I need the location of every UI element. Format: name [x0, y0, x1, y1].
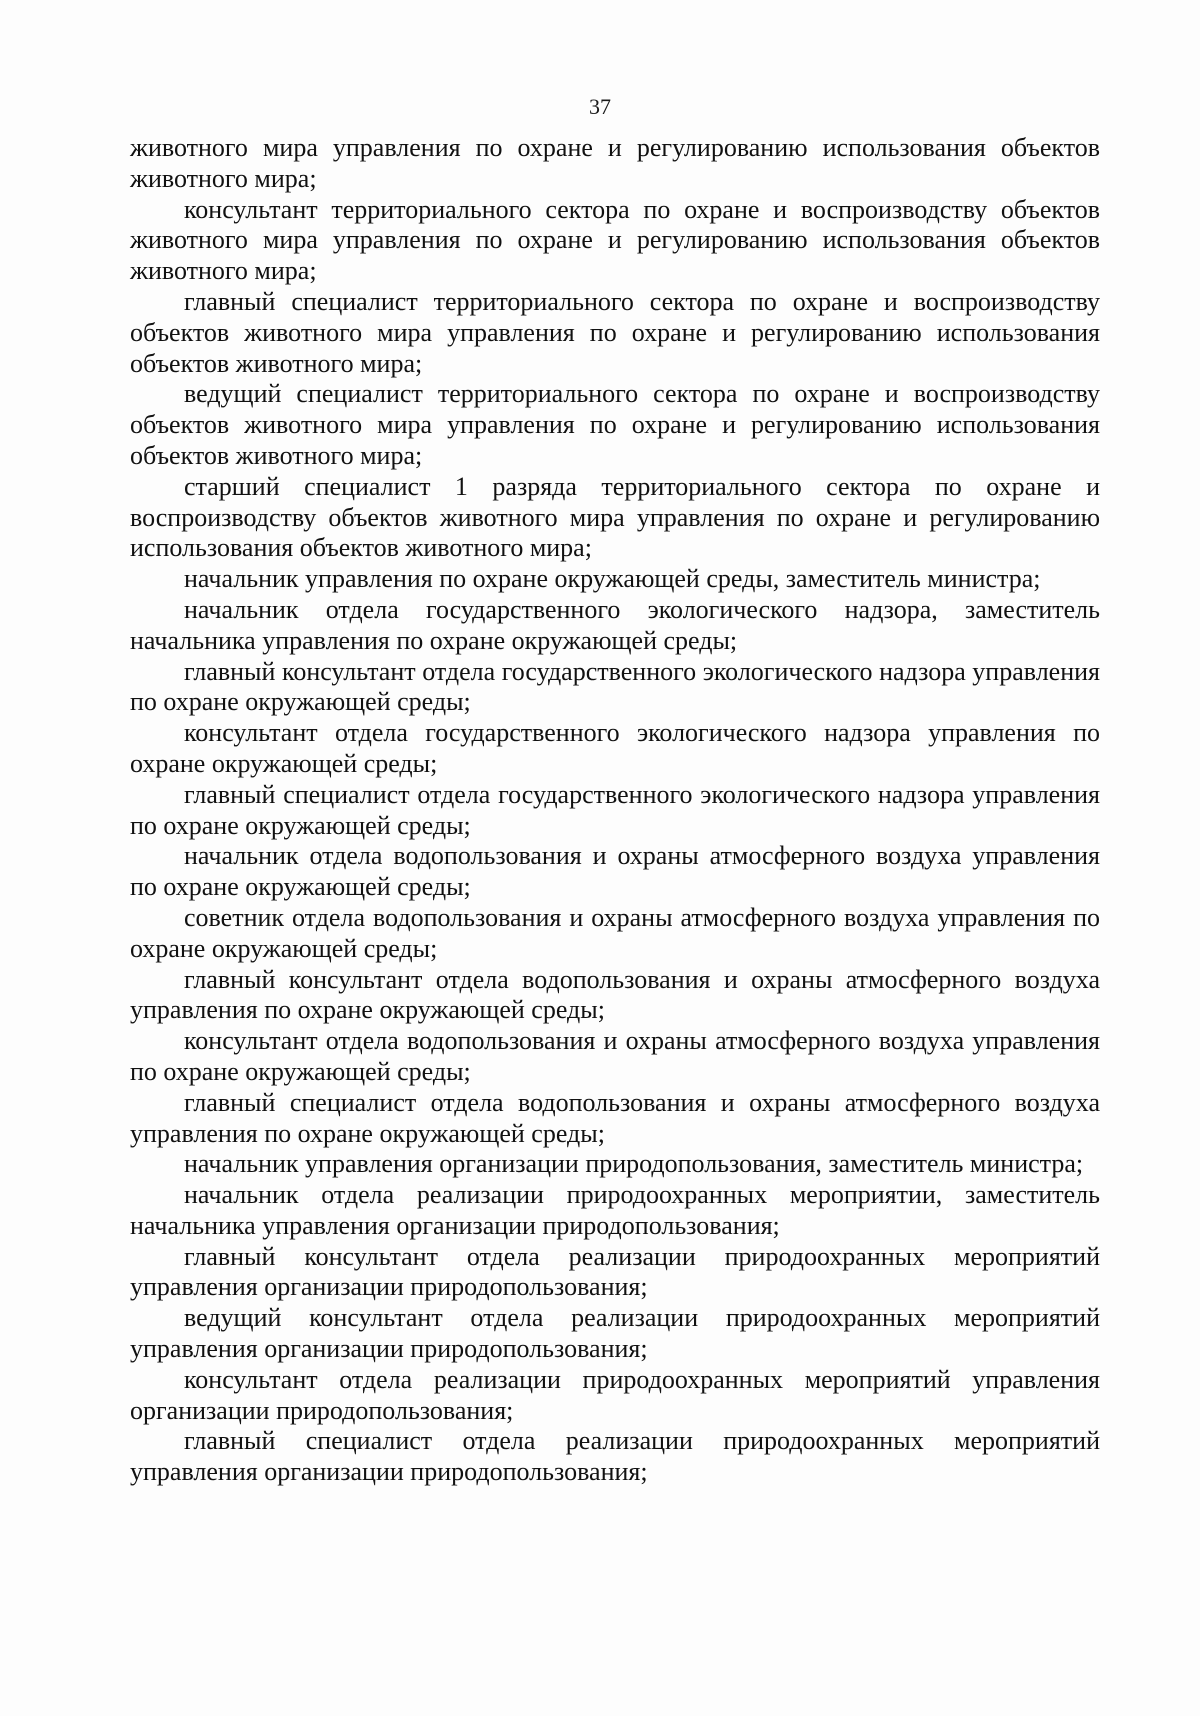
paragraph: главный специалист территориального сектора по охране и воспроизводству объектов животного мира управления по охране и регулированию использования объектов животного мира;	[130, 286, 1100, 378]
paragraph: главный специалист отдела водопользования и охраны атмосферного воздуха управления по охране окружающей среды;	[130, 1087, 1100, 1148]
paragraph: консультант отдела реализации природоохранных мероприятий управления организации природопользования;	[130, 1364, 1100, 1425]
paragraph: главный консультант отдела реализации природоохранных мероприятий управления организации природопользования;	[130, 1241, 1100, 1302]
paragraph: консультант отдела водопользования и охраны атмосферного воздуха управления по охране окружающей среды;	[130, 1026, 1100, 1086]
document-body	[130, 133, 1100, 1488]
paragraph: ведущий консультант отдела реализации природоохранных мероприятий управления организации природопользования;	[130, 1303, 1100, 1364]
paragraph: главный специалист отдела реализации природоохранных мероприятий управления организации природопользования;	[130, 1426, 1100, 1487]
paragraph: советник отдела водопользования и охраны атмосферного воздуха управления по охране окружающей среды;	[130, 902, 1100, 963]
page-number: 37	[589, 94, 611, 119]
paragraph: главный специалист отдела государственного экологического надзора управления по охране окружающей среды;	[130, 779, 1100, 840]
paragraph: начальник управления по охране окружающей среды, заместитель министра;	[184, 564, 1041, 594]
paragraph: начальник отдела государственного экологического надзора, заместитель начальника управления по охране окружающей среды;	[130, 594, 1100, 655]
paragraph: начальник управления организации природопользования, заместитель министра;	[184, 1149, 1084, 1179]
paragraph: консультант территориального сектора по охране и воспроизводству объектов животного мира управления по охране и регулированию использования объектов животного мира;	[130, 194, 1100, 286]
paragraph: начальник отдела водопользования и охраны атмосферного воздуха управления по охране окружающей среды;	[130, 841, 1100, 902]
paragraph: консультант отдела государственного экологического надзора управления по охране окружающей среды;	[130, 718, 1100, 778]
paragraph: начальник отдела реализации природоохранных мероприятии, заместитель начальника управления организации природопользования;	[130, 1180, 1100, 1240]
paragraph: главный консультант отдела водопользования и охраны атмосферного воздуха управления по охране окружающей среды;	[130, 964, 1100, 1025]
paragraph: животного мира управления по охране и регулированию использования объектов животного мира;	[130, 133, 1100, 193]
paragraph: главный консультант отдела государственного экологического надзора управления по охране окружающей среды;	[130, 656, 1100, 717]
paragraph: ведущий специалист территориального сектора по охране и воспроизводству объектов животного мира управления по охране и регулированию использования объектов животного мира;	[130, 379, 1100, 470]
paragraph: старший специалист 1 разряда территориального сектора по охране и воспроизводству объектов животного мира управления по охране и регулированию использования объектов животного мира;	[130, 471, 1100, 563]
